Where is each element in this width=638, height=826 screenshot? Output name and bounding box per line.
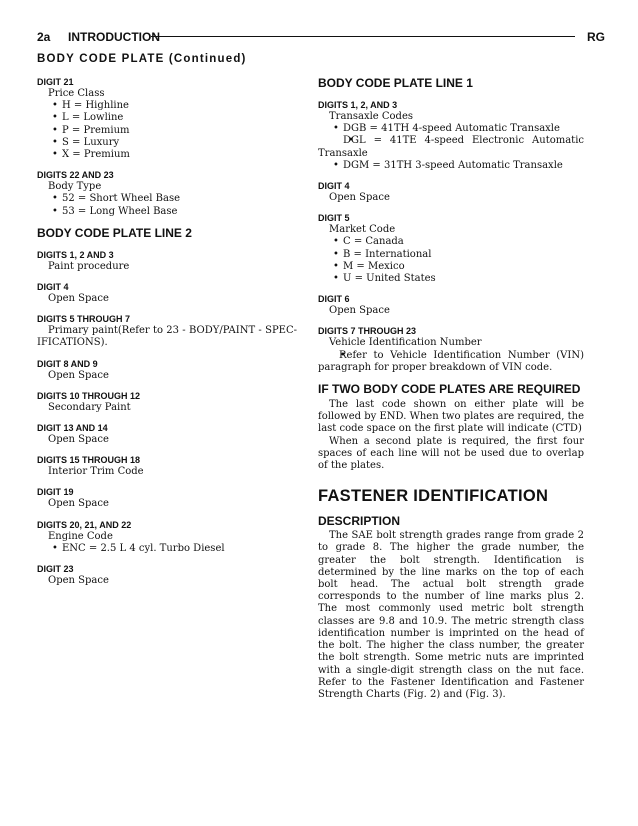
- digit-label: DIGIT 23: [37, 564, 74, 575]
- list-item: • B = International: [318, 249, 584, 261]
- digit-label: DIGITS 20, 21, AND 22: [37, 519, 132, 530]
- digit-title: Engine Code: [48, 530, 113, 542]
- digit-label: DIGIT 4: [318, 181, 350, 192]
- digit-label: DIGITS 15 THROUGH 18: [37, 455, 141, 466]
- list-item: • DGM = 31TH 3-speed Automatic Transaxle: [318, 160, 584, 172]
- line2-digits-15-18: [37, 454, 297, 478]
- section-heading: BODY CODE PLATE LINE 1: [318, 76, 473, 90]
- line1-digit-4: [318, 180, 584, 204]
- line2-digits-8-9: [37, 358, 297, 382]
- section-heading: IF TWO BODY CODE PLATES ARE REQUIRED: [318, 382, 581, 397]
- line2-digits-13-14: [37, 422, 297, 446]
- page-header: [37, 30, 605, 44]
- digit-value: Open Space: [329, 305, 390, 317]
- list-item: • 53 = Long Wheel Base: [37, 206, 297, 218]
- list-item: • H = Highline: [37, 100, 297, 112]
- list-item: • P = Premium: [37, 125, 297, 137]
- list-item: • M = Mexico: [318, 261, 584, 273]
- digits-22-23-block: [37, 169, 297, 218]
- digit-title: Market Code: [329, 224, 396, 236]
- list-item: • ENC = 2.5 L 4 cyl. Turbo Diesel: [37, 543, 297, 555]
- section-heading: BODY CODE PLATE LINE 2: [37, 225, 192, 240]
- line2-digits-20-22: [37, 519, 297, 555]
- line2-digits-5-7: [37, 313, 297, 349]
- list-item: • DGB = 41TH 4-speed Automatic Transaxle: [318, 123, 584, 135]
- section-heading: DESCRIPTION: [318, 514, 401, 529]
- digit-label: DIGITS 1, 2 AND 3: [37, 249, 114, 260]
- digit-value: Paint procedure: [48, 260, 130, 272]
- model-code: RG: [587, 30, 605, 44]
- line2-digits-10-12: [37, 390, 297, 414]
- digit-label: DIGIT 21: [37, 77, 74, 87]
- list-item: • U = United States: [318, 273, 584, 285]
- digit-title: Price Class: [48, 88, 105, 99]
- paragraph: The SAE bolt strength grades range from grade 2 to grade 8. The higher the grade number, the greater the bolt strength. Identification is determined by the line marks on the top of each bolt head. The actual bolt strength grade corresponds to the number of line marks plus 2. The most commonly used metric bolt strength classes are 9.8 and 10.9. The metric strength class identification number is imprinted on the head of the bolt. The higher the class number, the greater the bolt strength. Some metric nuts are imprinted with a single-digit strength class on the nut face. Refer to the Fastener Identification and Fastener Strength Charts (Fig. 2) and (Fig. 3).: [318, 530, 584, 700]
- line1-digits-7-23: [318, 325, 584, 374]
- digit-label: DIGIT 8 AND 9: [37, 358, 98, 369]
- right-column: [318, 76, 584, 701]
- major-heading: FASTENER IDENTIFICATION: [318, 487, 549, 506]
- line1-digit-5: [318, 212, 584, 285]
- digit-label: DIGIT 4: [37, 282, 69, 293]
- line2-digit-23: [37, 563, 297, 587]
- line1-digits-1-3: [318, 99, 584, 172]
- digit-value: Open Space: [48, 498, 109, 510]
- line2-digit-19: [37, 486, 297, 510]
- list-item: • Refer to Vehicle Identification Number (VIN) paragraph for proper breakdown of VIN code.: [318, 350, 584, 374]
- paragraph: The last code shown on either plate will be followed by END. When two plates are required, the last code space on the first plate will indicate (CTD): [318, 399, 584, 435]
- digit-label: DIGITS 10 THROUGH 12: [37, 390, 141, 401]
- list-item: • 52 = Short Wheel Base: [37, 193, 297, 205]
- digit-value: Secondary Paint: [48, 401, 131, 413]
- digit-value: Open Space: [48, 575, 109, 587]
- digit-title: Vehicle Identification Number: [329, 337, 482, 349]
- line1-digit-6: [318, 293, 584, 317]
- section-title: INTRODUCTION: [68, 30, 160, 44]
- page-number: 2a: [37, 30, 51, 44]
- list-item: • S = Luxury: [37, 137, 297, 149]
- digit-value: Primary paint(Refer to 23 - BODY/PAINT - SPEC-IFICATIONS).: [37, 325, 297, 349]
- digit-value: Open Space: [48, 293, 109, 305]
- digit-value: Open Space: [329, 192, 390, 204]
- digit-label: DIGIT 6: [318, 294, 350, 305]
- digit-value: Interior Trim Code: [48, 466, 144, 478]
- digit-title: Transaxle Codes: [329, 111, 414, 122]
- left-column: [37, 76, 297, 595]
- digit-label: DIGIT 19: [37, 487, 74, 498]
- digit-label: DIGIT 13 AND 14: [37, 423, 108, 434]
- digit-value: Open Space: [48, 369, 109, 381]
- paragraph: When a second plate is required, the first four spaces of each line will not be used due to overlap of the plates.: [318, 435, 584, 472]
- digit-label: DIGITS 5 THROUGH 7: [37, 314, 131, 325]
- digit-label: DIGITS 7 THROUGH 23: [318, 326, 417, 337]
- line2-digits-1-3: [37, 249, 297, 273]
- list-item: • DGL = 41TE 4-speed Electronic Automatic Transaxle: [318, 135, 584, 159]
- digit-21-block: [37, 76, 297, 161]
- digit-label: DIGITS 22 AND 23: [37, 170, 114, 181]
- digit-title: Body Type: [48, 181, 102, 193]
- header-rule: [151, 36, 575, 37]
- digit-label: DIGITS 1, 2, AND 3: [318, 100, 398, 110]
- list-item: • L = Lowline: [37, 112, 297, 124]
- continued-title: BODY CODE PLATE (Continued): [37, 53, 247, 65]
- digit-label: DIGIT 5: [318, 213, 350, 224]
- list-item: • C = Canada: [318, 236, 584, 248]
- digit-value: Open Space: [48, 434, 109, 446]
- list-item: • X = Premium: [37, 149, 297, 161]
- line2-digit-4: [37, 281, 297, 305]
